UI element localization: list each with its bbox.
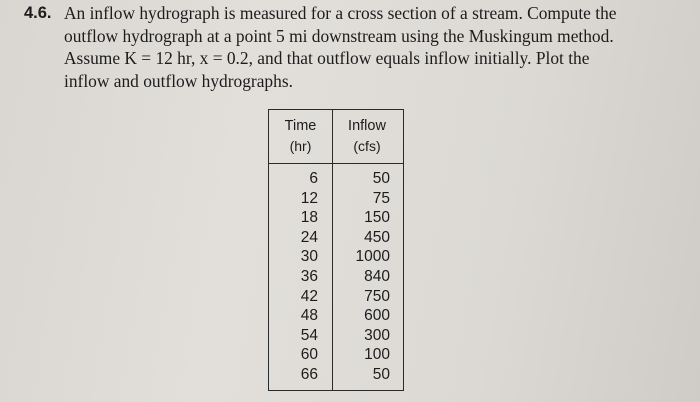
- inflow-cell: 450: [364, 228, 390, 246]
- time-cell: 24: [300, 228, 318, 246]
- table-row: [269, 326, 403, 346]
- time-cell: 36: [300, 267, 318, 285]
- table-row: [269, 247, 403, 267]
- table-row: [269, 287, 403, 307]
- problem-line-4: inflow and outflow hydrographs.: [64, 70, 293, 91]
- problem-line-3: Assume K = 12 hr, x = 0.2, and that outflow equals inflow initially. Plot the: [64, 48, 590, 69]
- table-rows: [269, 169, 403, 385]
- inflow-cell: 50: [372, 170, 390, 187]
- time-cell: 60: [300, 346, 318, 364]
- table-row: [269, 228, 403, 248]
- time-cell: 12: [300, 189, 318, 207]
- time-cell: 6: [309, 170, 318, 187]
- inflow-cell: 600: [364, 307, 390, 325]
- table-row: [269, 208, 403, 228]
- inflow-cell: 840: [364, 267, 390, 285]
- table-row: [269, 306, 403, 326]
- time-header-unit: (hr): [289, 138, 312, 154]
- problem-number: 4.6.: [24, 4, 52, 22]
- inflow-header-unit: (cfs): [353, 138, 381, 154]
- inflow-cell: 150: [364, 209, 390, 227]
- time-column-header: [269, 116, 332, 156]
- table-body: [269, 164, 403, 390]
- time-cell: 54: [300, 326, 318, 344]
- inflow-cell: 50: [372, 365, 390, 383]
- problem-line-2: outflow hydrograph at a point 5 mi downstream using the Muskingum method.: [64, 25, 614, 46]
- table-row: [269, 169, 403, 189]
- table-header: [269, 110, 403, 164]
- inflow-cell: 1000: [355, 248, 390, 266]
- inflow-column-header: [332, 116, 402, 156]
- inflow-header-label: Inflow: [348, 118, 386, 134]
- table-row: [269, 345, 403, 365]
- time-cell: 66: [300, 365, 318, 383]
- problem-line-1: An inflow hydrograph is measured for a cross section of a stream. Compute the: [64, 3, 617, 23]
- table-row: [269, 267, 403, 287]
- time-header-label: Time: [284, 118, 317, 134]
- inflow-hydrograph-table: [268, 109, 404, 391]
- inflow-cell: 300: [364, 326, 390, 344]
- time-cell: 18: [300, 209, 318, 227]
- inflow-cell: 75: [372, 189, 390, 207]
- time-cell: 42: [300, 287, 318, 305]
- inflow-cell: 100: [364, 346, 390, 364]
- time-cell: 30: [300, 248, 318, 266]
- inflow-cell: 750: [364, 287, 390, 305]
- table-row: [269, 365, 403, 385]
- time-cell: 48: [300, 307, 318, 325]
- table-row: [269, 189, 403, 209]
